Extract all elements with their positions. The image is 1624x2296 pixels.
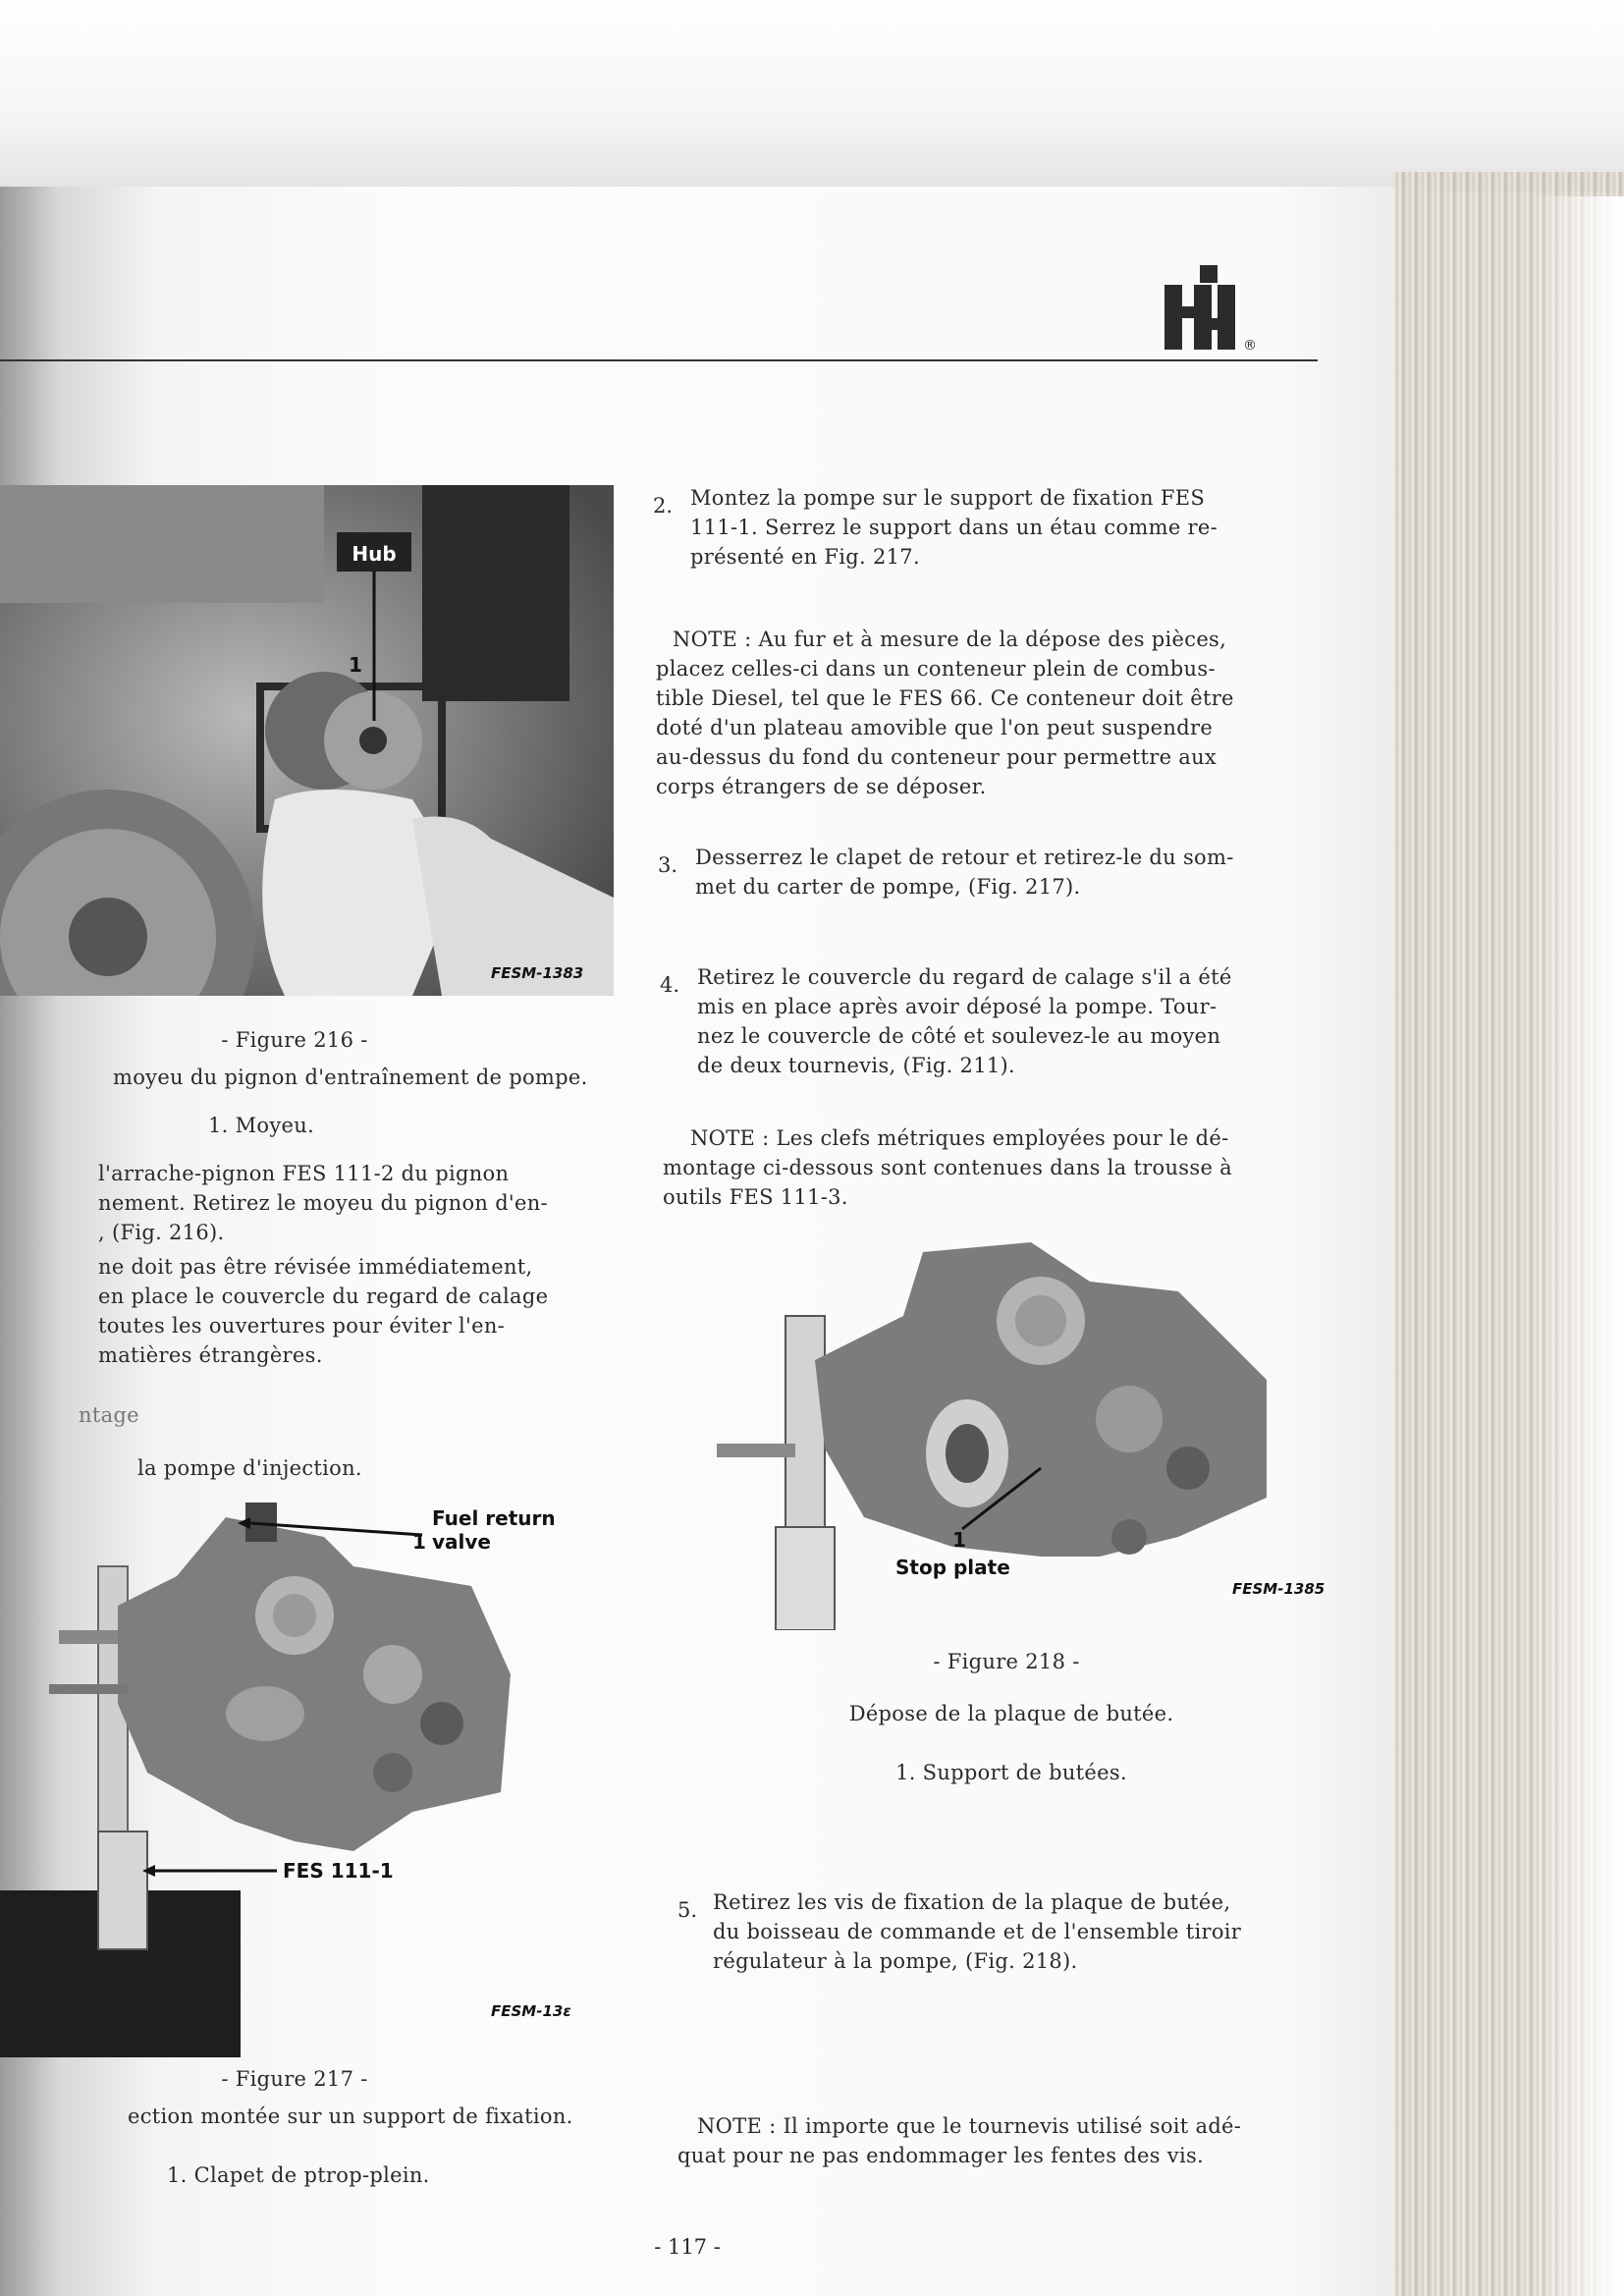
- book-edge-fade: [1532, 196, 1624, 2296]
- figure-216-photo: [0, 485, 614, 996]
- step-3-line: met du carter de pompe, (Fig. 217).: [695, 875, 1081, 899]
- note-2-line: montage ci-dessous sont contenues dans la trousse à: [663, 1156, 1232, 1179]
- step-4-line: nez le couvercle de côté et soulevez-le au moyen: [697, 1024, 1221, 1048]
- figure-217-label-1: 1: [412, 1530, 426, 1554]
- step-5-line: régulateur à la pompe, (Fig. 218).: [713, 1949, 1078, 1973]
- step-5-line: du boisseau de commande et de l'ensemble tiroir: [713, 1920, 1242, 1943]
- note-1-line: NOTE : Au fur et à mesure de la dépose des pièces,: [673, 628, 1227, 651]
- hub-label: Hub: [352, 542, 397, 566]
- fuel-return-label: Fuel return: [432, 1506, 556, 1530]
- step-5-line: Retirez les vis de fixation de la plaque de butée,: [713, 1890, 1231, 1914]
- figure-216-code: FESM-1383: [491, 964, 584, 982]
- figure-217-caption: - Figure 217 -: [221, 2067, 368, 2091]
- step-2-number: 2.: [653, 494, 674, 518]
- paragraph-b-line: ne doit pas être révisée immédiatement,: [98, 1255, 533, 1279]
- figure-217-item-1: 1. Clapet de ptrop-plein.: [167, 2163, 430, 2187]
- instruction-line: la pompe d'injection.: [137, 1456, 362, 1480]
- figure-217-photo: [0, 1478, 579, 2057]
- paragraph-b-line: toutes les ouvertures pour éviter l'en-: [98, 1314, 506, 1338]
- step-3-number: 3.: [658, 853, 678, 877]
- figure-218-code: FESM-1385: [1232, 1580, 1326, 1598]
- ih-logo-icon: [1161, 263, 1259, 354]
- step-4-line: de deux tournevis, (Fig. 211).: [697, 1054, 1015, 1077]
- fes-111-1-label: FES 111-1: [283, 1859, 394, 1883]
- scanner-background: [0, 0, 1624, 191]
- figure-218-photo: [717, 1223, 1326, 1630]
- figure-218-description: Dépose de la plaque de butée.: [848, 1702, 1174, 1725]
- paragraph-a-line: nement. Retirez le moyeu du pignon d'en-: [98, 1191, 548, 1215]
- step-4-line: Retirez le couvercle du regard de calage s'il a été: [697, 965, 1232, 989]
- note-2-line: outils FES 111-3.: [663, 1185, 848, 1209]
- figure-216-label-1: 1: [349, 653, 362, 677]
- stop-plate-label: Stop plate: [895, 1556, 1010, 1579]
- note-2-line: NOTE : Les clefs métriques employées pour le dé-: [690, 1126, 1229, 1150]
- figure-216-item-1: 1. Moyeu.: [208, 1114, 315, 1137]
- figure-218-label-1: 1: [952, 1528, 966, 1552]
- figure-218-item-1: 1. Support de butées.: [895, 1761, 1127, 1784]
- figure-216-caption: - Figure 216 -: [221, 1028, 368, 1052]
- figure-216-description: moyeu du pignon d'entraînement de pompe.: [113, 1066, 588, 1089]
- subheading: ntage: [79, 1403, 139, 1427]
- paragraph-b-line: matières étrangères.: [98, 1343, 323, 1367]
- note-1-line: placez celles-ci dans un conteneur plein de combus-: [656, 657, 1216, 681]
- paragraph-a-line: l'arrache-pignon FES 111-2 du pignon: [98, 1162, 510, 1185]
- figure-217-description: ection montée sur un support de fixation.: [128, 2105, 573, 2128]
- note-1-line: corps étrangers de se déposer.: [656, 775, 987, 798]
- figure-217-code: FESM-13ε: [491, 2002, 571, 2020]
- step-4-line: mis en place après avoir déposé la pompe. Tour-: [697, 995, 1218, 1018]
- step-2-line: 111-1. Serrez le support dans un étau comme re-: [690, 516, 1218, 539]
- note-1-line: doté d'un plateau amovible que l'on peut suspendre: [656, 716, 1214, 739]
- step-5-number: 5.: [677, 1898, 698, 1922]
- header-rule: [0, 359, 1318, 361]
- page-number: - 117 -: [654, 2235, 721, 2259]
- paragraph-b-line: en place le couvercle du regard de calage: [98, 1285, 549, 1308]
- step-2-line: Montez la pompe sur le support de fixation FES: [690, 486, 1206, 510]
- note-1-line: tible Diesel, tel que le FES 66. Ce conteneur doit être: [656, 686, 1234, 710]
- note-1-line: au-dessus du fond du conteneur pour permettre aux: [656, 745, 1218, 769]
- step-4-number: 4.: [660, 973, 680, 997]
- note-3-line: quat pour ne pas endommager les fentes des vis.: [677, 2144, 1205, 2167]
- note-3-line: NOTE : Il importe que le tournevis utilisé soit adé-: [697, 2114, 1242, 2138]
- step-3-line: Desserrez le clapet de retour et retirez-le du som-: [695, 846, 1234, 869]
- paragraph-a-line: , (Fig. 216).: [98, 1221, 225, 1244]
- step-2-line: présenté en Fig. 217.: [690, 545, 920, 569]
- valve-label: valve: [432, 1530, 491, 1554]
- registered-mark: ®: [1243, 338, 1257, 354]
- figure-218-caption: - Figure 218 -: [933, 1650, 1080, 1673]
